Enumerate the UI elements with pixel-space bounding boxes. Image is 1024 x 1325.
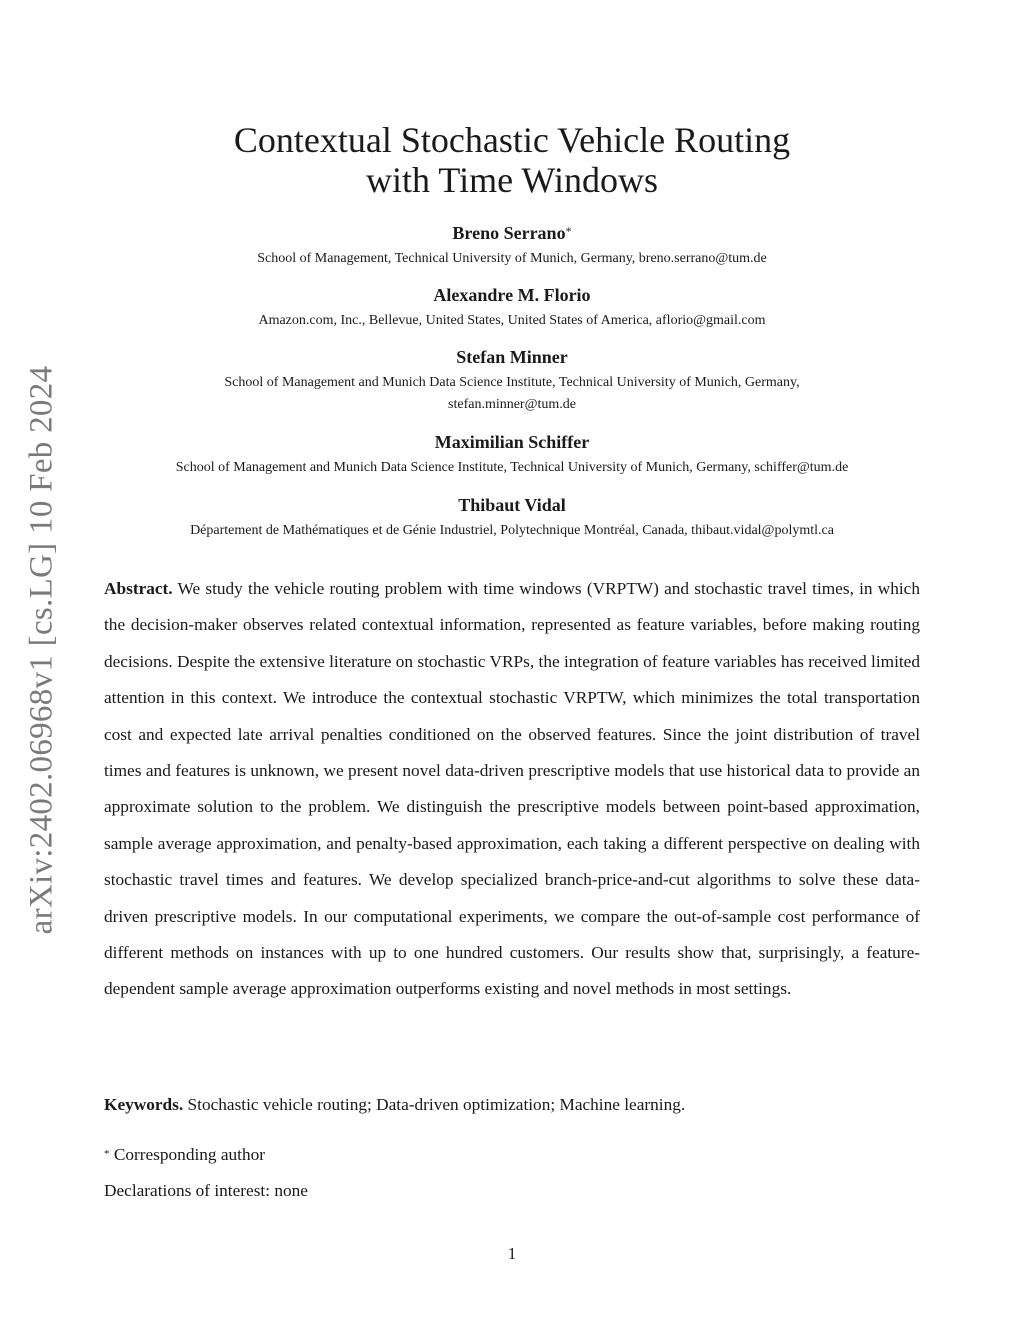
author-affiliation-line-2: stefan.minner@tum.de <box>448 397 576 412</box>
abstract-text: We study the vehicle routing problem with time windows (VRPTW) and stochastic travel times, in which the decision-maker observes related contextual information, represented as feature variables, before making routing decisions. Despite the extensive literature on stochastic VRPs, the integration of feature variables has received limited attention in this context. We introduce the contextual stochastic VRPTW, which minimizes the total transportation cost and expected late arrival penalties conditioned on the observed features. Since the joint distribution of travel times and features is unknown, we present novel data-driven prescriptive models that use historical data to provide an approximate solution to the problem. We distinguish the prescriptive models between point-based approximation, sample average approximation, and penalty-based approximation, each taking a different perspective on dealing with stochastic travel times and features. We develop specialized branch-price-and-cut algorithms to solve these data-driven prescriptive models. In our computational experiments, we compare the out-of-sample cost performance of different methods on instances with up to one hundred customers. Our results show that, surprisingly, a feature-dependent sample average approximation outperforms existing and novel methods in most settings. <box>104 579 920 999</box>
author-affiliation: School of Management, Technical University of Munich, Germany, breno.serrano@tum.de <box>257 251 767 266</box>
author-block-florio <box>0 284 1024 332</box>
author-affiliation: Amazon.com, Inc., Bellevue, United States, United States of America, aflorio@gmail.com <box>258 313 766 328</box>
author-name <box>0 222 1024 244</box>
author-affiliation: Département de Mathématiques et de Génie Industriel, Polytechnique Montréal, Canada, thibaut.vidal@polymtl.ca <box>190 523 834 538</box>
corresponding-author-mark: * <box>565 224 572 238</box>
author-name: Maximilian Schiffer <box>434 432 590 452</box>
author-block-minner <box>0 346 1024 416</box>
author-name-text: Breno Serrano <box>452 223 566 243</box>
arxiv-identifier-stamp: arXiv:2402.06968v1 [cs.LG] 10 Feb 2024 <box>23 365 60 935</box>
author-block-serrano <box>0 222 1024 270</box>
author-affiliation: School of Management and Munich Data Science Institute, Technical University of Munich, Germany, schiffer@tum.de <box>175 460 849 475</box>
paper-title-line-2: with Time Windows <box>366 160 658 200</box>
footnote-text: Corresponding author <box>113 1145 266 1164</box>
keywords-text: Stochastic vehicle routing; Data-driven optimization; Machine learning. <box>187 1095 686 1114</box>
abstract-label: Abstract. <box>104 579 173 598</box>
author-affiliation: School of Management and Munich Data Science Institute, Technical University of Munich, Germany, <box>224 375 800 390</box>
author-name: Alexandre M. Florio <box>433 285 591 305</box>
page-number: 1 <box>507 1244 517 1263</box>
keywords-label: Keywords. <box>104 1095 184 1114</box>
corresponding-author-footnote <box>104 1140 920 1170</box>
footnote-mark: * <box>104 1148 110 1160</box>
paper-title <box>0 120 1024 200</box>
author-block-vidal <box>0 494 1024 542</box>
keywords-paragraph <box>104 1090 920 1120</box>
author-name: Stefan Minner <box>456 347 568 367</box>
author-name: Thibaut Vidal <box>458 495 566 515</box>
author-block-schiffer <box>0 431 1024 479</box>
declarations-of-interest: Declarations of interest: none <box>104 1181 308 1200</box>
abstract-paragraph <box>104 571 920 1008</box>
paper-title-line-1: Contextual Stochastic Vehicle Routing <box>233 120 791 160</box>
